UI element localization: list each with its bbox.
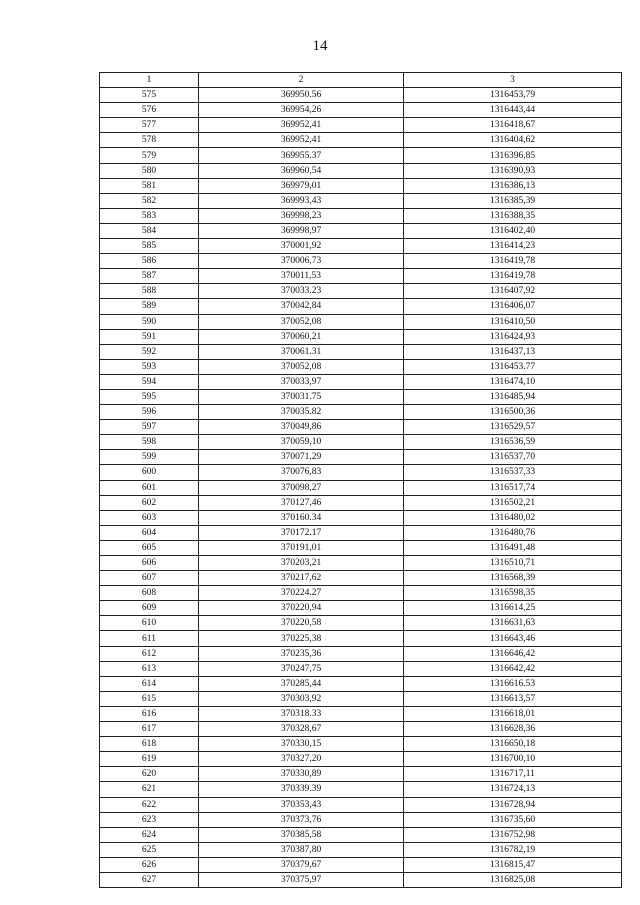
point-number-cell: 625	[100, 842, 199, 857]
x-coordinate-cell: 370011,53	[199, 269, 404, 284]
y-coordinate-cell: 1316728,94	[404, 797, 622, 812]
x-coordinate-cell: 370217,62	[199, 571, 404, 586]
x-coordinate-cell: 369960,54	[199, 163, 404, 178]
y-coordinate-cell: 1316529,57	[404, 420, 622, 435]
point-number-cell: 601	[100, 480, 199, 495]
x-coordinate-cell: 370328,67	[199, 722, 404, 737]
point-number-cell: 610	[100, 616, 199, 631]
point-number-cell: 617	[100, 722, 199, 737]
table-row	[100, 857, 622, 872]
point-number-cell: 626	[100, 857, 199, 872]
y-coordinate-cell: 1316752,98	[404, 827, 622, 842]
table-row	[100, 148, 622, 163]
y-coordinate-cell: 1316385,39	[404, 193, 622, 208]
y-coordinate-cell: 1316424,93	[404, 329, 622, 344]
header-row	[100, 73, 622, 88]
table-row	[100, 88, 622, 103]
y-coordinate-cell: 1316418,67	[404, 118, 622, 133]
table-row	[100, 193, 622, 208]
x-coordinate-cell: 370033.23	[199, 284, 404, 299]
x-coordinate-cell: 370353,43	[199, 797, 404, 812]
y-coordinate-cell: 1316453.77	[404, 359, 622, 374]
table-body	[100, 88, 622, 888]
y-coordinate-cell: 1316700,10	[404, 752, 622, 767]
y-coordinate-cell: 1316443,44	[404, 103, 622, 118]
table-row	[100, 269, 622, 284]
y-coordinate-cell: 1316536,59	[404, 435, 622, 450]
table-row	[100, 872, 622, 887]
y-coordinate-cell: 1316646,42	[404, 646, 622, 661]
y-coordinate-cell: 1316500,36	[404, 405, 622, 420]
table-row	[100, 389, 622, 404]
y-coordinate-cell: 1316480,02	[404, 510, 622, 525]
y-coordinate-cell: 1316598,35	[404, 586, 622, 601]
x-coordinate-cell: 369993,43	[199, 193, 404, 208]
point-number-cell: 611	[100, 631, 199, 646]
point-number-cell: 591	[100, 329, 199, 344]
table-row	[100, 646, 622, 661]
table-row	[100, 571, 622, 586]
table-row	[100, 510, 622, 525]
header-col-1: 1	[100, 73, 199, 88]
x-coordinate-cell: 370191,01	[199, 540, 404, 555]
y-coordinate-cell: 1316782,19	[404, 842, 622, 857]
x-coordinate-cell: 370042,84	[199, 299, 404, 314]
table-row	[100, 601, 622, 616]
point-number-cell: 597	[100, 420, 199, 435]
table-row	[100, 344, 622, 359]
table-row	[100, 812, 622, 827]
table-row	[100, 556, 622, 571]
y-coordinate-cell: 1316724,13	[404, 782, 622, 797]
x-coordinate-cell: 370098,27	[199, 480, 404, 495]
table-row	[100, 525, 622, 540]
table-row	[100, 405, 622, 420]
y-coordinate-cell: 1316386,13	[404, 178, 622, 193]
point-number-cell: 609	[100, 601, 199, 616]
point-number-cell: 598	[100, 435, 199, 450]
point-number-cell: 627	[100, 872, 199, 887]
point-number-cell: 583	[100, 208, 199, 223]
point-number-cell: 614	[100, 676, 199, 691]
point-number-cell: 608	[100, 586, 199, 601]
y-coordinate-cell: 1316717,11	[404, 767, 622, 782]
page-number: 14	[312, 38, 328, 54]
x-coordinate-cell: 370071.29	[199, 450, 404, 465]
point-number-cell: 605	[100, 540, 199, 555]
x-coordinate-cell: 370330,15	[199, 737, 404, 752]
x-coordinate-cell: 370303,92	[199, 691, 404, 706]
table-row	[100, 540, 622, 555]
point-number-cell: 622	[100, 797, 199, 812]
table-row	[100, 676, 622, 691]
point-number-cell: 581	[100, 178, 199, 193]
y-coordinate-cell: 1316568,39	[404, 571, 622, 586]
table-row	[100, 691, 622, 706]
header-col-2: 2	[199, 73, 404, 88]
point-number-cell: 600	[100, 465, 199, 480]
table-row	[100, 616, 622, 631]
table-row	[100, 737, 622, 752]
point-number-cell: 577	[100, 118, 199, 133]
point-number-cell: 602	[100, 495, 199, 510]
x-coordinate-cell: 369952,41	[199, 133, 404, 148]
y-coordinate-cell: 1316502,21	[404, 495, 622, 510]
y-coordinate-cell: 1316628,36	[404, 722, 622, 737]
x-coordinate-cell: 370247,75	[199, 661, 404, 676]
x-coordinate-cell: 369954,26	[199, 103, 404, 118]
table-row	[100, 420, 622, 435]
x-coordinate-cell: 370225,38	[199, 631, 404, 646]
y-coordinate-cell: 1316643,46	[404, 631, 622, 646]
point-number-cell: 590	[100, 314, 199, 329]
point-number-cell: 624	[100, 827, 199, 842]
x-coordinate-cell: 370203,21	[199, 556, 404, 571]
header-col-3: 3	[404, 73, 622, 88]
x-coordinate-cell: 370379,67	[199, 857, 404, 872]
table-row	[100, 752, 622, 767]
x-coordinate-cell: 370387,80	[199, 842, 404, 857]
y-coordinate-cell: 1316396,85	[404, 148, 622, 163]
x-coordinate-cell: 370318.33	[199, 706, 404, 721]
point-number-cell: 615	[100, 691, 199, 706]
table-row	[100, 782, 622, 797]
y-coordinate-cell: 1316410,50	[404, 314, 622, 329]
point-number-cell: 582	[100, 193, 199, 208]
point-number-cell: 587	[100, 269, 199, 284]
y-coordinate-cell: 1316406,07	[404, 299, 622, 314]
x-coordinate-cell: 370001,92	[199, 239, 404, 254]
x-coordinate-cell: 370060,21	[199, 329, 404, 344]
y-coordinate-cell: 1316650,18	[404, 737, 622, 752]
y-coordinate-cell: 1316825,08	[404, 872, 622, 887]
x-coordinate-cell: 370385,58	[199, 827, 404, 842]
point-number-cell: 595	[100, 389, 199, 404]
table-row	[100, 359, 622, 374]
table-row	[100, 450, 622, 465]
table-row	[100, 118, 622, 133]
y-coordinate-cell: 1316414,23	[404, 239, 622, 254]
x-coordinate-cell: 370049,86	[199, 420, 404, 435]
table-row	[100, 223, 622, 238]
x-coordinate-cell: 369952,41	[199, 118, 404, 133]
y-coordinate-cell: 1316537,33	[404, 465, 622, 480]
table-row	[100, 706, 622, 721]
table-row	[100, 465, 622, 480]
point-number-cell: 623	[100, 812, 199, 827]
point-number-cell: 585	[100, 239, 199, 254]
point-number-cell: 607	[100, 571, 199, 586]
x-coordinate-cell: 370330,89	[199, 767, 404, 782]
y-coordinate-cell: 1316537,70	[404, 450, 622, 465]
table-row	[100, 586, 622, 601]
y-coordinate-cell: 1316510,71	[404, 556, 622, 571]
y-coordinate-cell: 1316474,10	[404, 374, 622, 389]
point-number-cell: 613	[100, 661, 199, 676]
y-coordinate-cell: 1316618,01	[404, 706, 622, 721]
table-row	[100, 842, 622, 857]
point-number-cell: 579	[100, 148, 199, 163]
point-number-cell: 578	[100, 133, 199, 148]
point-number-cell: 580	[100, 163, 199, 178]
x-coordinate-cell: 370373,76	[199, 812, 404, 827]
table-row	[100, 103, 622, 118]
table-row	[100, 284, 622, 299]
x-coordinate-cell: 370285,44	[199, 676, 404, 691]
point-number-cell: 604	[100, 525, 199, 540]
point-number-cell: 593	[100, 359, 199, 374]
point-number-cell: 618	[100, 737, 199, 752]
point-number-cell: 596	[100, 405, 199, 420]
table-header	[100, 73, 622, 88]
y-coordinate-cell: 1316390,93	[404, 163, 622, 178]
y-coordinate-cell: 1316631,63	[404, 616, 622, 631]
point-number-cell: 576	[100, 103, 199, 118]
table-row	[100, 314, 622, 329]
x-coordinate-cell: 369998,97	[199, 223, 404, 238]
x-coordinate-cell: 370127,46	[199, 495, 404, 510]
y-coordinate-cell: 1316419,78	[404, 254, 622, 269]
table-row	[100, 631, 622, 646]
x-coordinate-cell: 370224.27	[199, 586, 404, 601]
x-coordinate-cell: 370052,08	[199, 314, 404, 329]
point-number-cell: 621	[100, 782, 199, 797]
x-coordinate-cell: 370052,08	[199, 359, 404, 374]
x-coordinate-cell: 370339.39	[199, 782, 404, 797]
point-number-cell: 588	[100, 284, 199, 299]
x-coordinate-cell: 370327,20	[199, 752, 404, 767]
x-coordinate-cell: 370235,36	[199, 646, 404, 661]
x-coordinate-cell: 369998,23	[199, 208, 404, 223]
y-coordinate-cell: 1316480,76	[404, 525, 622, 540]
x-coordinate-cell: 370220,58	[199, 616, 404, 631]
y-coordinate-cell: 1316517,74	[404, 480, 622, 495]
y-coordinate-cell: 1316614,25	[404, 601, 622, 616]
table-row	[100, 329, 622, 344]
x-coordinate-cell: 370031.75	[199, 389, 404, 404]
y-coordinate-cell: 1316419,78	[404, 269, 622, 284]
point-number-cell: 606	[100, 556, 199, 571]
point-number-cell: 586	[100, 254, 199, 269]
table-row	[100, 254, 622, 269]
table-row	[100, 661, 622, 676]
y-coordinate-cell: 1316815,47	[404, 857, 622, 872]
y-coordinate-cell: 1316388,35	[404, 208, 622, 223]
x-coordinate-cell: 369950.56	[199, 88, 404, 103]
table-row	[100, 435, 622, 450]
x-coordinate-cell: 370220,94	[199, 601, 404, 616]
y-coordinate-cell: 1316735,60	[404, 812, 622, 827]
y-coordinate-cell: 1316402,40	[404, 223, 622, 238]
table-row	[100, 178, 622, 193]
x-coordinate-cell: 369955.37	[199, 148, 404, 163]
point-number-cell: 616	[100, 706, 199, 721]
y-coordinate-cell: 1316437,13	[404, 344, 622, 359]
x-coordinate-cell: 370033,97	[199, 374, 404, 389]
x-coordinate-cell: 370061.31	[199, 344, 404, 359]
point-number-cell: 603	[100, 510, 199, 525]
x-coordinate-cell: 370160.34	[199, 510, 404, 525]
y-coordinate-cell: 1316404,62	[404, 133, 622, 148]
x-coordinate-cell: 370375,97	[199, 872, 404, 887]
point-number-cell: 594	[100, 374, 199, 389]
table-row	[100, 163, 622, 178]
table-row	[100, 299, 622, 314]
table-row	[100, 208, 622, 223]
point-number-cell: 592	[100, 344, 199, 359]
point-number-cell: 584	[100, 223, 199, 238]
coordinates-table	[99, 72, 622, 888]
x-coordinate-cell: 370172.17	[199, 525, 404, 540]
point-number-cell: 599	[100, 450, 199, 465]
x-coordinate-cell: 369979,01	[199, 178, 404, 193]
table-row	[100, 239, 622, 254]
y-coordinate-cell: 1316616.53	[404, 676, 622, 691]
point-number-cell: 612	[100, 646, 199, 661]
table-row	[100, 722, 622, 737]
table-row	[100, 480, 622, 495]
y-coordinate-cell: 1316642,42	[404, 661, 622, 676]
table-row	[100, 374, 622, 389]
point-number-cell: 620	[100, 767, 199, 782]
table-row	[100, 797, 622, 812]
x-coordinate-cell: 370059,10	[199, 435, 404, 450]
table-row	[100, 767, 622, 782]
x-coordinate-cell: 370076,83	[199, 465, 404, 480]
point-number-cell: 589	[100, 299, 199, 314]
point-number-cell: 619	[100, 752, 199, 767]
y-coordinate-cell: 1316613,57	[404, 691, 622, 706]
y-coordinate-cell: 1316485,94	[404, 389, 622, 404]
x-coordinate-cell: 370035.82	[199, 405, 404, 420]
y-coordinate-cell: 1316453,79	[404, 88, 622, 103]
x-coordinate-cell: 370006,73	[199, 254, 404, 269]
table-row	[100, 495, 622, 510]
y-coordinate-cell: 1316407,92	[404, 284, 622, 299]
point-number-cell: 575	[100, 88, 199, 103]
table-row	[100, 133, 622, 148]
table-row	[100, 827, 622, 842]
y-coordinate-cell: 1316491,48	[404, 540, 622, 555]
